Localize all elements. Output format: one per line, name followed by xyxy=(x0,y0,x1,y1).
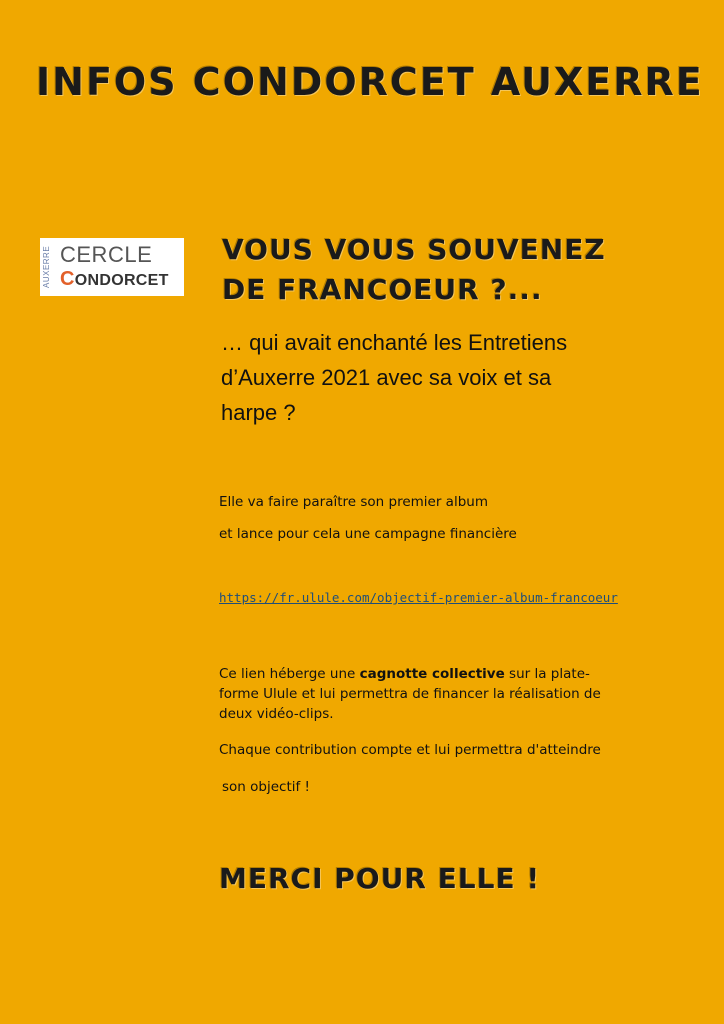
album-line-2: et lance pour cela une campagne financière xyxy=(219,526,517,542)
hosting-bold: cagnotte collective xyxy=(359,666,505,682)
hosting-line-1 xyxy=(219,664,669,684)
lead-line-2: d’Auxerre 2021 avec sa voix et sa xyxy=(221,365,552,390)
logo-initial: C xyxy=(60,268,75,290)
lead-line-3: harpe ? xyxy=(221,400,296,425)
hosting-after: sur la plate- xyxy=(504,666,590,682)
hosting-line-2: forme Ulule et lui permettra de financer la réalisation de xyxy=(219,686,601,702)
ulule-campaign-link[interactable]: https://fr.ulule.com/objectif-premier-album-francoeur xyxy=(219,590,618,605)
logo-top-text: CERCLE xyxy=(60,242,153,267)
hosting-paragraph xyxy=(219,664,669,724)
cercle-condorcet-logo xyxy=(40,238,184,296)
logo-bottom-text xyxy=(60,268,169,291)
page-title: INFOS CONDORCET AUXERRE xyxy=(36,60,704,104)
headline xyxy=(222,230,662,310)
logo-bottom-rest: ONDORCET xyxy=(74,272,169,289)
logo-side-text: AUXERRE xyxy=(42,245,51,289)
headline-line-1: VOUS VOUS SOUVENEZ xyxy=(222,233,606,266)
closing-text: MERCI POUR ELLE ! xyxy=(219,862,541,895)
lead-line-1: … qui avait enchanté les Entretiens xyxy=(221,330,568,355)
lead-paragraph xyxy=(221,325,663,430)
hosting-line-3: deux vidéo-clips. xyxy=(219,706,334,722)
hosting-before: Ce lien héberge une xyxy=(219,666,360,682)
contribution-line-2: son objectif ! xyxy=(222,779,310,795)
contribution-line-1: Chaque contribution compte et lui permettra d'atteindre xyxy=(219,742,601,758)
headline-line-2: DE FRANCOEUR ?... xyxy=(222,273,543,306)
album-line-1: Elle va faire paraître son premier album xyxy=(219,494,488,510)
